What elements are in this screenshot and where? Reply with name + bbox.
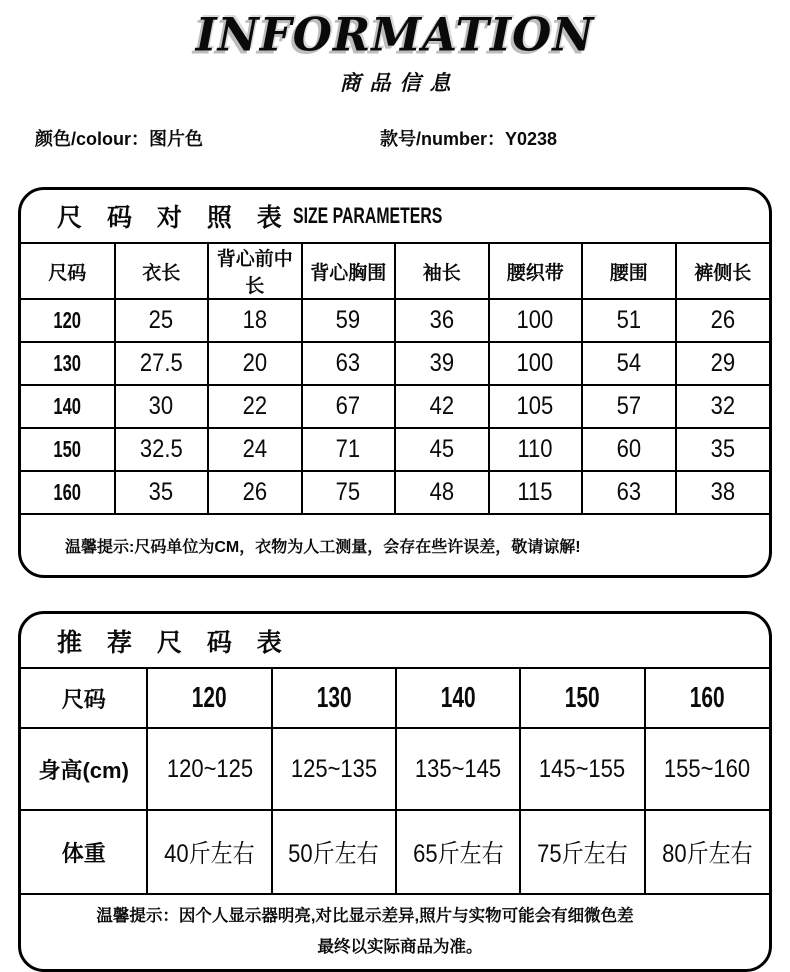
value-cell: 100 (489, 299, 583, 342)
value-cell: 26 (676, 299, 770, 342)
value-cell: 35 (676, 428, 770, 471)
value-cell: 100 (489, 342, 583, 385)
value-cell: 40斤左右 (147, 810, 271, 894)
product-info-page (0, 8, 790, 964)
table-row (21, 728, 769, 810)
value-cell: 63 (302, 342, 396, 385)
value-cell: 45 (395, 428, 489, 471)
value-cell: 54 (582, 342, 676, 385)
table-row (21, 299, 769, 342)
number-field (380, 125, 557, 151)
color-value: 图片色 (149, 129, 204, 149)
column-header: 袖长 (395, 243, 489, 299)
value-cell: 38 (676, 471, 770, 514)
table-row (21, 342, 769, 385)
recommended-size-heading (21, 614, 769, 667)
size-header: 140 (396, 668, 520, 728)
size-header: 120 (147, 668, 271, 728)
recommended-size-table (21, 667, 769, 895)
value-cell: 135~145 (396, 728, 520, 810)
size-cell: 130 (21, 342, 115, 385)
value-cell: 57 (582, 385, 676, 428)
page-subtitle: 商品信息 (339, 72, 460, 95)
color-label: 颜色/colour： (35, 129, 150, 149)
value-cell: 30 (115, 385, 209, 428)
size-header: 160 (645, 668, 769, 728)
recommended-table-note (21, 895, 769, 969)
value-cell: 26 (208, 471, 302, 514)
value-cell: 120~125 (147, 728, 271, 810)
column-header: 尺码 (21, 243, 115, 299)
size-header: 150 (520, 668, 644, 728)
table-row (21, 471, 769, 514)
value-cell: 80斤左右 (645, 810, 769, 894)
table-row (21, 810, 769, 894)
value-cell: 39 (395, 342, 489, 385)
size-header: 130 (272, 668, 396, 728)
table-row (21, 428, 769, 471)
value-cell: 110 (489, 428, 583, 471)
table-header-row (21, 243, 769, 299)
size-cell: 160 (21, 471, 115, 514)
value-cell: 105 (489, 385, 583, 428)
note-line-1: 温馨提示：因个人显示器明亮,对比显示差异,照片与实物可能会有细微色差 (96, 907, 634, 926)
column-header: 裤侧长 (676, 243, 770, 299)
column-header: 腰围 (582, 243, 676, 299)
value-cell: 25 (115, 299, 209, 342)
value-cell: 75 (302, 471, 396, 514)
size-parameters-heading-en: SIZE PARAMETERS (292, 203, 443, 228)
size-table-note: 温馨提示:尺码单位为CM，衣物为人工测量，会存在些许误差，敬请谅解! (65, 538, 581, 556)
number-label: 款号/number： (380, 129, 506, 149)
value-cell: 18 (208, 299, 302, 342)
value-cell: 27.5 (115, 342, 209, 385)
value-cell: 67 (302, 385, 396, 428)
size-parameters-table (21, 242, 769, 515)
value-cell: 42 (395, 385, 489, 428)
size-parameters-heading (21, 190, 769, 242)
value-cell: 59 (302, 299, 396, 342)
value-cell: 48 (395, 471, 489, 514)
table-header-row (21, 668, 769, 728)
corner-header: 尺码 (21, 668, 147, 728)
value-cell: 125~135 (272, 728, 396, 810)
value-cell: 36 (395, 299, 489, 342)
value-cell: 145~155 (520, 728, 644, 810)
color-field (35, 125, 203, 151)
recommended-size-heading-cn: 推 荐 尺 码 表 (57, 628, 291, 657)
value-cell: 155~160 (645, 728, 769, 810)
number-value: Y0238 (505, 129, 558, 149)
meta-row (0, 125, 790, 151)
note-line-2: 最终以实际商品为准。 (317, 938, 483, 956)
value-cell: 51 (582, 299, 676, 342)
value-cell: 22 (208, 385, 302, 428)
value-cell: 115 (489, 471, 583, 514)
value-cell: 75斤左右 (520, 810, 644, 894)
size-cell: 120 (21, 299, 115, 342)
value-cell: 60 (582, 428, 676, 471)
size-parameters-heading-cn: 尺 码 对 照 表 (57, 204, 291, 232)
page-title: INFORMATION (195, 7, 595, 62)
value-cell: 24 (208, 428, 302, 471)
row-label: 身高(cm) (21, 728, 147, 810)
column-header: 背心胸围 (302, 243, 396, 299)
column-header: 衣长 (115, 243, 209, 299)
value-cell: 29 (676, 342, 770, 385)
column-header: 背心前中长 (208, 243, 302, 299)
row-label: 体重 (21, 810, 147, 894)
size-cell: 140 (21, 385, 115, 428)
size-parameters-card (18, 187, 772, 578)
value-cell: 71 (302, 428, 396, 471)
value-cell: 35 (115, 471, 209, 514)
value-cell: 65斤左右 (396, 810, 520, 894)
value-cell: 32 (676, 385, 770, 428)
value-cell: 63 (582, 471, 676, 514)
value-cell: 20 (208, 342, 302, 385)
value-cell: 32.5 (115, 428, 209, 471)
value-cell: 50斤左右 (272, 810, 396, 894)
size-cell: 150 (21, 428, 115, 471)
recommended-size-card (18, 611, 772, 972)
column-header: 腰织带 (489, 243, 583, 299)
table-row (21, 385, 769, 428)
